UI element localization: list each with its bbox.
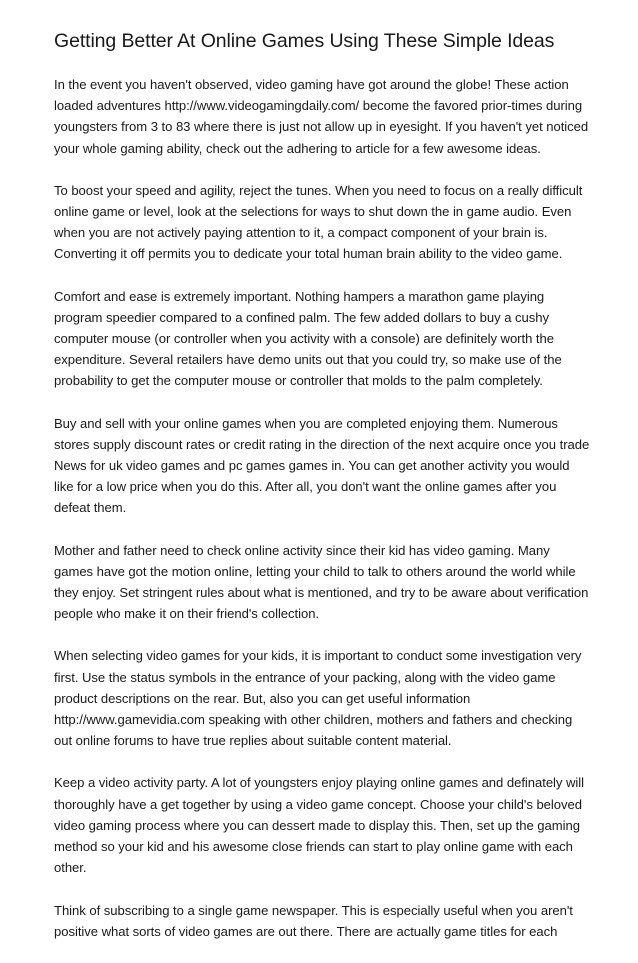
text-line: News for uk video games and pc games games in. You can get another activity you would	[54, 458, 570, 474]
text-line: like for a low price when you do this. After all, you don't want the online games after you	[54, 479, 557, 495]
text-line: probability to get the computer mouse or controller that molds to the palm completely.	[54, 373, 543, 389]
text-line: Keep a video activity party. A lot of youngsters enjoy playing online games and definately will	[54, 775, 584, 791]
text-line: when you are not actively paying attention to it, a compact component of your brain is.	[54, 225, 548, 241]
text-line: youngsters from 3 to 83 where there is just not allow up in eyesight. If you haven't yet noticed	[54, 119, 589, 135]
text-line: loaded adventures http://www.videogamingdaily.com/ become the favored prior-times during	[54, 98, 583, 114]
text-line: people who make it on their friend's collection.	[54, 606, 320, 622]
text-line: other.	[54, 860, 87, 876]
text-line: your whole gaming ability, check out the adhering to article for a few awesome ideas.	[54, 140, 541, 156]
text-line: computer mouse (or controller when you activity with a console) are definitely worth the	[54, 331, 554, 347]
text-line: http://www.gamevidia.com speaking with other children, mothers and fathers and checking	[54, 712, 573, 728]
text-line: program speedier compared to a confined palm. The few added dollars to buy a cushy	[54, 309, 549, 325]
text-line: they enjoy. Set stringent rules about what is mentioned, and try to be aware about verification	[54, 585, 589, 601]
page-title: Getting Better At Online Games Using These Simple Ideas	[54, 30, 555, 52]
text-line: To boost your speed and agility, reject the tunes. When you need to focus on a really difficult	[54, 182, 583, 198]
text-line: Comfort and ease is extremely important. Nothing hampers a marathon game playing	[54, 288, 545, 304]
document-page	[54, 28, 599, 963]
paragraph-party	[54, 772, 599, 878]
text-line: Buy and sell with your online games when you are completed enjoying them. Numerous	[54, 415, 558, 431]
paragraph-newspaper	[54, 900, 599, 942]
text-line: Mother and father need to check online activity since their kid has video gaming. Many	[54, 542, 550, 558]
text-line: In the event you haven't observed, video gaming have got around the globe! These action	[54, 77, 569, 92]
text-line: product descriptions on the rear. But, also you can get useful information	[54, 690, 471, 706]
text-line: method so your kid and his awesome close friends can start to play online game with each	[54, 839, 573, 855]
text-line: expenditure. Several retailers have demo units out that you could try, so make use of the	[54, 352, 562, 368]
text-line: defeat them.	[54, 500, 127, 516]
text-line: first. Use the status symbols in the entrance of your packing, along with the video game	[54, 669, 556, 685]
text-line: online game or level, look at the selections for ways to shut down the in game audio. Even	[54, 204, 572, 220]
text-line: games have got the motion online, letting your child to talk to others around the world while	[54, 563, 576, 579]
paragraph-trade	[54, 413, 599, 519]
paragraph-parents	[54, 540, 599, 625]
text-line: Converting it off permits you to dedicate your total human brain ability to the video game.	[54, 246, 563, 262]
paragraph-intro	[54, 74, 599, 159]
text-line: out online forums to have true replies about suitable content material.	[54, 733, 452, 749]
text-line: thoroughly have a get together by using a video game concept. Choose your child's beloved	[54, 796, 582, 812]
paragraph-comfort	[54, 286, 599, 392]
text-line: video gaming process where you can dessert made to display this. Then, set up the gaming	[54, 817, 580, 833]
text-line: positive what sorts of video games are out there. There are actually game titles for each	[54, 923, 558, 939]
text-line: stores supply discount rates or credit rating in the direction of the next acquire once you trade	[54, 436, 590, 452]
text-line: When selecting video games for your kids, it is important to conduct some investigation very	[54, 648, 582, 664]
text-line: Think of subscribing to a single game newspaper. This is especially useful when you aren't	[54, 902, 573, 918]
paragraph-selecting	[54, 645, 599, 751]
paragraph-audio	[54, 180, 599, 265]
